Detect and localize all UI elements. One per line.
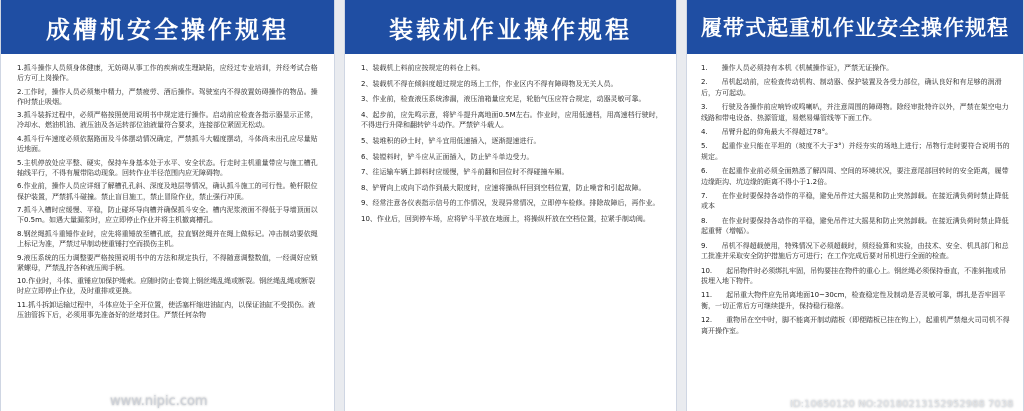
rule-item: 7.抓斗入槽时应缓慢、平稳，防止碰坏导向槽并确保抓斗安全。槽内泥浆液面不得低于导墙顶面以下0.5m。如遇大量漏浆时，应立即停止作业并将主机撤离槽孔。: [17, 206, 318, 225]
rule-item: 5、装堆积的砂土时，铲斗宜用低速插入，逐渐提速进行。: [361, 136, 541, 145]
rule-item: 6. 在起重作业前必须全面熟悉了解四周、空间的环境状况，要注意尾部回转时的安全距离，履带边缘距沟、坑边缘的距离不得小于1.2倍。: [701, 167, 1009, 186]
rule-item: 10、作业后，回到停车场，应将铲斗平放在地面上，将操纵杆放在空档位置，拉紧手制动阀。: [361, 214, 650, 223]
rule-item: 8、铲臂向上或向下动作到最大限度时，应速将操纵杆回到空档位置，防止噪音和引起故障。: [361, 183, 646, 192]
rule-item: 7、往运输车辆上卸料时应缓慢，铲斗前翻和回位时不得碰撞车厢。: [361, 168, 569, 177]
rule-item: 4. 吊臂升起的仰角最大不得超过78°。: [701, 128, 833, 137]
rule-item: 8. 在作业时要保持各动作的平稳，避免吊件过大摇晃和防止突然卸载。在接近满负荷时禁止降低起重臂（增幅）。: [701, 216, 1009, 236]
rule-item: 3.抓斗装拆过程中，必须严格按照使用说明书中规定进行操作。启动前应检查各指示器显示正常，冷却水、燃油机油、液压油及各运转部位油液量符合要求，连接部位紧固无松动。: [17, 111, 318, 130]
rule-item: 5. 起重作业只能在平坦的（坡度不大于3°）并经夯实的场地上进行；吊物行走时要符合说明书的规定。: [701, 142, 1010, 161]
rule-item: 2.工作时，操作人员必须集中精力，严禁疲劳、酒后操作。驾驶室内不得放置妨碍操作的物品。操作时禁止吸烟。: [17, 87, 318, 106]
rule-item: 9、经常注意各仪表指示信号的工作情况，发现异常情况，立即停车检修。排除故障后，再作业。: [361, 199, 660, 208]
rule-item: 12. 重物吊在空中时，脚不能离开制动踏板（即便踏板已挂在钩上），起重机严禁熄火司司机不得离开操作室。: [701, 316, 1010, 335]
rules-list: [1, 54, 334, 320]
rule-item: 8.钢丝绳抓斗重锤作业时，应先将重锤放至槽孔底，拉直钢丝绳并在绳上做标记。冲击制动要依绳上标记为准，严禁过早制动使重锤打空而损伤主机。: [17, 229, 318, 248]
rule-item: 4.抓斗行车速度必须依据路面及斗体摆动情况确定，严禁抓斗大幅度摆动，斗体尚未出孔应尽量贴近地面。: [17, 135, 318, 154]
rule-item: 1. 操作人员必须持有本机《机械操作证》，严禁无证操作。: [701, 64, 894, 72]
rule-item: 3、作业前，检查液压系统渗漏，液压油箱量应充足，轮胎气压应符合规定，动器灵敏可靠。: [361, 95, 646, 104]
rule-item: 2、装载机不得在倾斜度超过规定的场上工作，作业区内不得有障碍物及无关人员。: [361, 79, 618, 88]
rule-item: 6.作业前，操作人员应详细了解槽孔孔斜、深度及地层等情况，确认抓斗施工的可行性。桅杆限位保护装置，严禁抓斗碰撞。禁止盲目施工，禁止冒险作业，禁止强行冲顶。: [17, 182, 318, 201]
rule-item: 2. 吊机起动前，应检查传动机构、制动器、保护装置及各受力部位，确认良好和有足够的润滑后，方可起动。: [701, 78, 1002, 97]
rule-item: 9.液压系统的压力调整要严格按照说明书中的方法和规定执行，不得随意调整数值，一经调好应锁紧螺母，严禁乱拧各种液压阀手柄。: [17, 253, 318, 272]
rule-item: 10. 起吊物件时必须绑扎牢固，吊钩要挂在物件的重心上。钢丝绳必须保持垂直，不准斜拖或吊拔埋入地下物件。: [701, 266, 1007, 285]
rule-item: 4、起步前，应先鸣示意，将铲斗提升离地面0.5M左右。作业时，应用低速档，用高速档行驶时，不得进行升降和翻转铲斗动作。严禁铲斗载人。: [361, 110, 663, 130]
rules-list: [345, 54, 676, 225]
rule-item: 6、装镗料时，铲斗应从正面插入，防止铲斗单边受力。: [361, 152, 534, 161]
watermark-left: www.nipic.com: [110, 394, 208, 409]
board-title: 成槽机安全操作规程: [1, 0, 334, 54]
rules-list: [687, 54, 1023, 336]
rule-item: 5.主机停放处应平整、硬实，保持车身基本处于水平、安全状态。行走时主机重量带应与施工槽孔轴线平行，不得有履带陷动现象。回转作业半径范围内应无障碍物。: [17, 158, 318, 177]
rule-item: 1.抓斗操作人员须身体健康，无妨碍从事工作的疾病或生理缺陷，应经过专业培训，并经考试合格后方可上岗操作。: [17, 64, 318, 83]
rule-item: 3. 行驶及各操作前应响铃或鸣喇叭，并注意周围的障碍物。除经审批特许以外，严禁在架空电力线路和带电设备、热源管道，易燃易爆管线等下面工作。: [701, 103, 1009, 122]
watermark-right: ID:10650120 NO:20180213152952988 7038: [790, 399, 1014, 410]
rule-item: 10.作业时，斗体、重锤应加保护绳索。应随时防止卷筒上钢丝绳乱绳或断裂。钢丝绳乱绳或断裂时应立即停止作业，及时重排或更换。: [17, 277, 316, 296]
rule-item: 1、装载机上料前应按规定的料仓上料。: [361, 64, 485, 72]
rule-item: 11. 起吊重大物件应先吊离地面10~30cm，检查稳定性及制动是否灵敏可靠，绑扎是否牢固平衡，一切正常后方可继续提升，保持稳行稳落。: [701, 291, 1006, 310]
safety-board-crawler-crane: [686, 0, 1024, 411]
safety-board-loader: [344, 0, 677, 411]
rule-item: 11.抓斗拆卸运输过程中，斗体应处于全开位置，使活塞杆缩进油缸内，以保证油缸不受损伤。液压油管拆下后，必须用事先准备好的丝堵封住。严禁任何杂物: [17, 300, 316, 319]
board-title: 装载机作业操作规程: [345, 0, 676, 54]
rule-item: 7. 在作业时要保持各动作的平稳，避免吊件过大摇晃和防止突然卸载。在接近满负荷时禁止降低或本: [701, 192, 1009, 211]
rule-item: 9. 吊机不得超载使用，特殊情况下必须超载时，须经验算和实验，由技术、安全、机具部门和总工批准并采取安全防护措施后方可进行；在工作完成后要对吊机进行全面的检查。: [701, 241, 1009, 261]
board-title: 履带式起重机作业安全操作规程: [687, 0, 1023, 54]
safety-board-trench-machine: [0, 0, 335, 411]
